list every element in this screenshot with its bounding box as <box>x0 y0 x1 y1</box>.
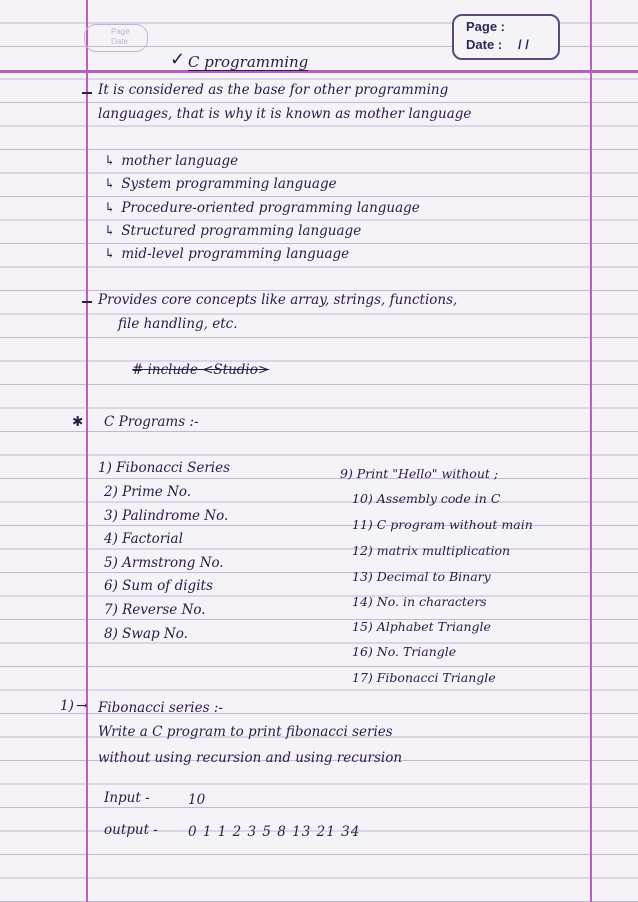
program-left-item: 1) Fibonacci Series <box>98 460 231 476</box>
corner-arrow-icon: ↳ <box>104 200 116 216</box>
date-label: Date : <box>466 37 503 52</box>
feature-item: ↳ System programming language <box>104 176 337 192</box>
program-right-item: 17) Fibonacci Triangle <box>352 670 496 685</box>
intro-line-2: languages, that is why it is known as mother language <box>98 106 472 122</box>
program-right-item: 13) Decimal to Binary <box>352 569 491 584</box>
program-left-item: 7) Reverse No. <box>104 602 206 618</box>
date-value: / / <box>518 37 529 52</box>
margin-line-left <box>86 0 88 902</box>
provides-line-1: Provides core concepts like array, strings, functions, <box>98 292 458 308</box>
corner-arrow-icon: ↳ <box>104 176 116 192</box>
title-checkmark-icon: ✓ <box>170 49 186 70</box>
program-right-item: 14) No. in characters <box>352 594 487 609</box>
faint-page-label: Page <box>111 27 130 36</box>
program-left-item: 5) Armstrong No. <box>104 555 224 571</box>
corner-arrow-icon: ↳ <box>104 223 116 239</box>
feature-item: ↳ mid-level programming language <box>104 246 350 262</box>
page-title: C programming <box>188 53 309 71</box>
program-left-item: 6) Sum of digits <box>104 578 213 594</box>
example-number: 1) <box>60 698 74 714</box>
header-rule <box>0 70 638 73</box>
bullet-dash <box>82 92 92 94</box>
output-value: 0 1 1 2 3 5 8 13 21 34 <box>188 824 361 840</box>
page-label: Page : <box>466 19 506 34</box>
faint-page-stamp <box>84 24 148 52</box>
example-arrow-icon: → <box>76 698 88 714</box>
corner-arrow-icon: ↳ <box>104 246 116 262</box>
example-task-line-2: without using recursion and using recursion <box>98 750 403 766</box>
output-label: output - <box>104 822 158 838</box>
example-task-line-1: Write a C program to print fibonacci series <box>98 724 393 740</box>
struck-include-line: # include <Studio> <box>132 362 270 378</box>
margin-line-right <box>590 0 592 902</box>
program-right-item: 11) C program without main <box>352 517 533 532</box>
star-mark-icon: ✱ <box>72 414 84 430</box>
program-right-item: 15) Alphabet Triangle <box>352 619 491 634</box>
programs-heading: C Programs :- <box>104 414 199 430</box>
feature-item: ↳ mother language <box>104 153 239 169</box>
program-right-item: 12) matrix multiplication <box>352 543 511 558</box>
input-label: Input - <box>104 790 150 806</box>
program-right-item: 10) Assembly code in C <box>352 491 501 506</box>
input-value: 10 <box>188 792 206 808</box>
feature-item: ↳ Structured programming language <box>104 223 362 239</box>
program-left-item: 8) Swap No. <box>104 626 188 642</box>
program-right-item: 16) No. Triangle <box>352 644 457 659</box>
feature-item: ↳ Procedure-oriented programming language <box>104 200 420 216</box>
page-date-box <box>452 14 560 60</box>
provides-line-2: file handling, etc. <box>118 316 238 332</box>
corner-arrow-icon: ↳ <box>104 153 116 169</box>
program-left-item: 3) Palindrome No. <box>104 508 229 524</box>
example-title: Fibonacci series :- <box>98 700 223 716</box>
faint-date-label: Date <box>111 37 128 46</box>
intro-line-1: It is considered as the base for other programming <box>98 82 449 98</box>
program-left-item: 2) Prime No. <box>104 484 192 500</box>
program-left-item: 4) Factorial <box>104 531 183 547</box>
bullet-dash <box>82 301 92 303</box>
program-right-item: 9) Print "Hello" without ; <box>340 466 499 481</box>
